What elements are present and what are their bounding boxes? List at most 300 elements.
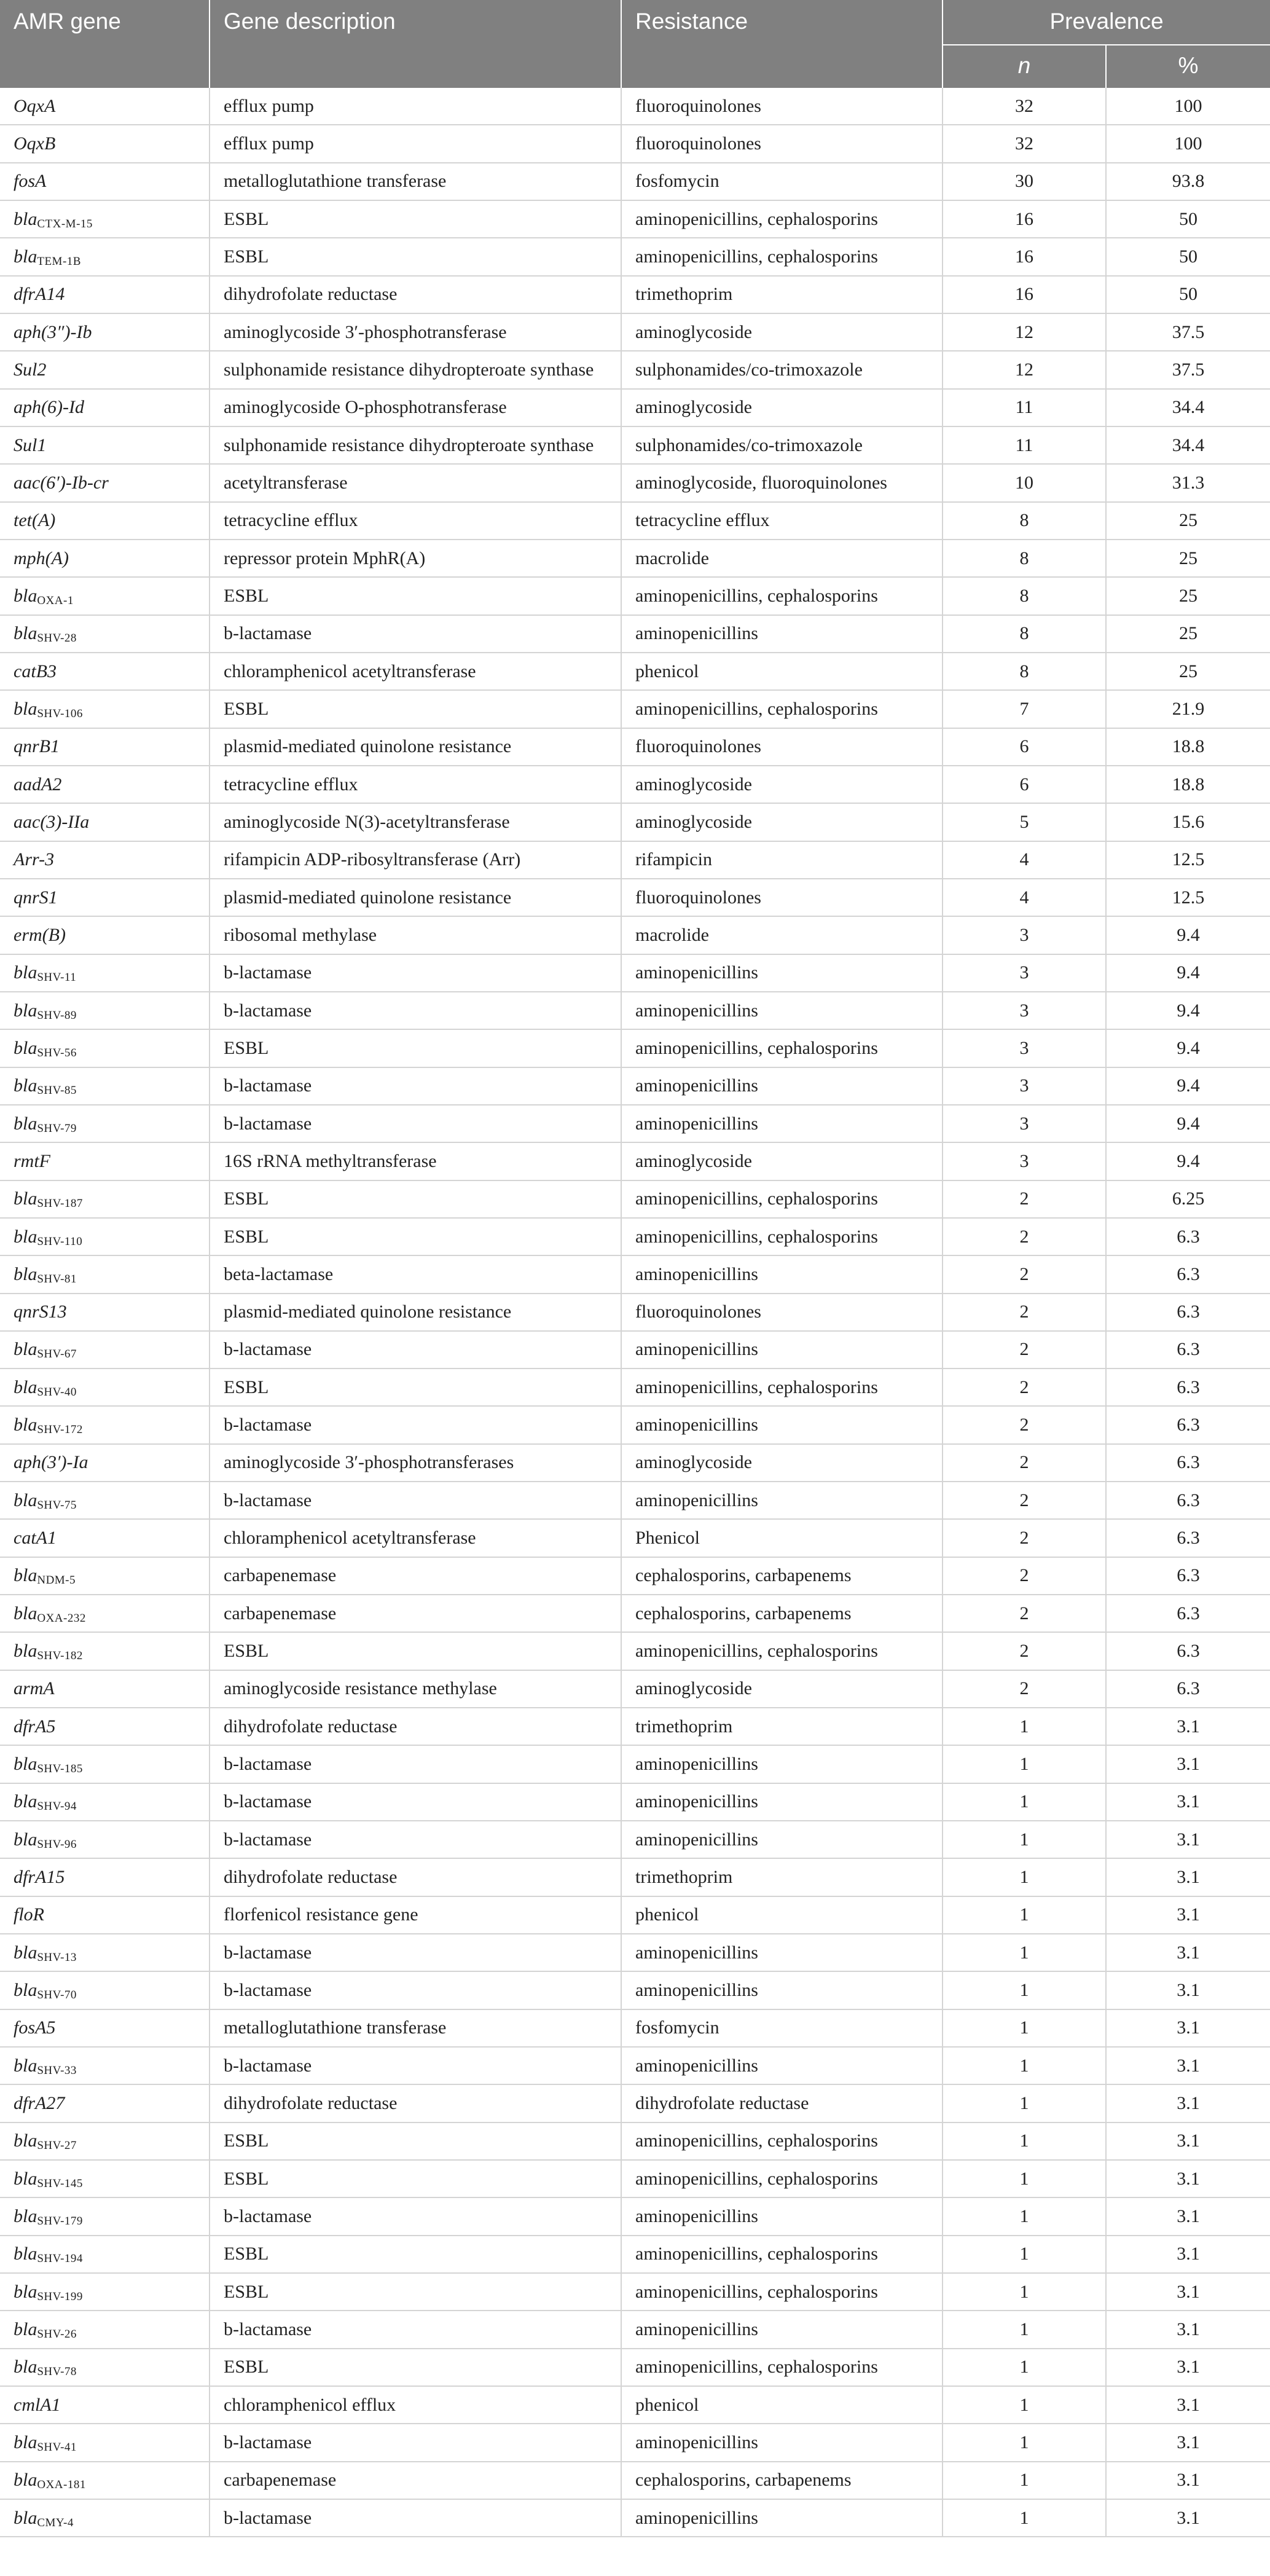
table-row bbox=[0, 1030, 1270, 1067]
resistance: aminopenicillins, cephalosporins bbox=[622, 2349, 943, 2386]
gene-name: bla bbox=[14, 2281, 37, 2302]
gene-description: plasmid-mediated quinolone resistance bbox=[210, 879, 622, 916]
count-n: 2 bbox=[943, 1332, 1107, 1368]
gene-description: ESBL bbox=[210, 2349, 622, 2386]
gene-cell bbox=[0, 1784, 210, 1820]
gene-variant: SHV-106 bbox=[37, 707, 83, 720]
gene-cell bbox=[0, 1068, 210, 1104]
gene-description: dihydrofolate reductase bbox=[210, 1859, 622, 1895]
gene-description: rifampicin ADP-ribosyltransferase (Arr) bbox=[210, 842, 622, 878]
resistance: aminopenicillins bbox=[622, 1256, 943, 1292]
gene-name: bla bbox=[14, 1263, 37, 1284]
resistance: cephalosporins, carbapenems bbox=[622, 2462, 943, 2499]
gene-cell bbox=[0, 1859, 210, 1895]
gene-cell bbox=[0, 1633, 210, 1669]
gene-name: erm(B) bbox=[14, 924, 66, 945]
count-n: 3 bbox=[943, 1030, 1107, 1066]
percent: 6.3 bbox=[1177, 1339, 1200, 1360]
table-row bbox=[0, 201, 1270, 238]
gene-variant: SHV-78 bbox=[37, 2365, 77, 2379]
gene-cell bbox=[0, 1821, 210, 1858]
percent: 3.1 bbox=[1177, 2319, 1200, 2340]
gene-cell bbox=[0, 1934, 210, 1971]
resistance: aminopenicillins bbox=[622, 992, 943, 1029]
table-row bbox=[0, 2311, 1270, 2349]
gene-name: mph(A) bbox=[14, 548, 69, 568]
gene-variant: SHV-40 bbox=[37, 1385, 77, 1399]
table-row bbox=[0, 2424, 1270, 2462]
percent: 3.1 bbox=[1177, 2206, 1200, 2227]
gene-description: tetracycline efflux bbox=[210, 503, 622, 539]
percent: 18.8 bbox=[1172, 736, 1205, 757]
gene-name: bla bbox=[14, 1113, 37, 1134]
gene-name: bla bbox=[14, 585, 37, 606]
gene-description: ESBL bbox=[210, 1030, 622, 1066]
count-n: 12 bbox=[943, 351, 1107, 388]
gene-name: floR bbox=[14, 1904, 44, 1925]
gene-name: bla bbox=[14, 2470, 37, 2491]
table-row bbox=[0, 766, 1270, 804]
table-row bbox=[0, 163, 1270, 201]
percent: 12.5 bbox=[1172, 849, 1205, 870]
resistance: aminopenicillins bbox=[622, 2311, 943, 2347]
gene-variant: SHV-199 bbox=[37, 2290, 83, 2303]
count-n: 10 bbox=[943, 465, 1107, 501]
gene-description: aminoglycoside 3′-phosphotransferase bbox=[210, 314, 622, 350]
gene-cell bbox=[0, 1972, 210, 2008]
gene-variant: CTX-M-15 bbox=[37, 217, 93, 230]
count-n: 3 bbox=[943, 1143, 1107, 1179]
gene-cell bbox=[0, 1369, 210, 1405]
gene-name: qnrB1 bbox=[14, 736, 60, 757]
gene-cell bbox=[0, 314, 210, 350]
percent: 6.3 bbox=[1177, 1603, 1200, 1624]
percent: 6.3 bbox=[1177, 1565, 1200, 1586]
count-n: 1 bbox=[943, 2387, 1107, 2423]
gene-name: bla bbox=[14, 1603, 37, 1624]
gene-variant: SHV-11 bbox=[37, 971, 77, 984]
percent: 9.4 bbox=[1177, 962, 1200, 983]
count-n: 1 bbox=[943, 1708, 1107, 1745]
gene-name: OqxB bbox=[14, 133, 56, 154]
gene-variant: SHV-28 bbox=[37, 632, 77, 645]
resistance: aminopenicillins bbox=[622, 1407, 943, 1443]
table-row bbox=[0, 1784, 1270, 1821]
gene-variant: NDM-5 bbox=[37, 1574, 76, 1587]
percent: 6.3 bbox=[1177, 1528, 1200, 1549]
gene-name: armA bbox=[14, 1678, 55, 1699]
count-n: 1 bbox=[943, 2311, 1107, 2347]
gene-cell bbox=[0, 766, 210, 803]
gene-description: b-lactamase bbox=[210, 955, 622, 991]
gene-description: b-lactamase bbox=[210, 2500, 622, 2536]
table-row bbox=[0, 1708, 1270, 1746]
gene-name: bla bbox=[14, 208, 37, 229]
count-n: 2 bbox=[943, 1671, 1107, 1707]
resistance: aminopenicillins bbox=[622, 2500, 943, 2536]
count-n: 3 bbox=[943, 1068, 1107, 1104]
gene-cell bbox=[0, 1520, 210, 1556]
percent: 3.1 bbox=[1177, 2244, 1200, 2264]
gene-variant: SHV-33 bbox=[37, 2064, 77, 2077]
gene-variant: SHV-56 bbox=[37, 1046, 77, 1059]
gene-variant: SHV-94 bbox=[37, 1800, 77, 1813]
count-n: 4 bbox=[943, 842, 1107, 878]
gene-variant: SHV-96 bbox=[37, 1837, 77, 1851]
gene-variant: SHV-41 bbox=[37, 2441, 77, 2454]
percent: 15.6 bbox=[1172, 811, 1205, 832]
count-n: 1 bbox=[943, 1972, 1107, 2008]
gene-cell bbox=[0, 2048, 210, 2084]
percent: 37.5 bbox=[1172, 321, 1205, 342]
table-row bbox=[0, 2236, 1270, 2274]
resistance: aminopenicillins, cephalosporins bbox=[622, 238, 943, 275]
resistance: Phenicol bbox=[622, 1520, 943, 1556]
resistance: cephalosporins, carbapenems bbox=[622, 1595, 943, 1632]
percent: 3.1 bbox=[1177, 2093, 1200, 2114]
count-n: 2 bbox=[943, 1595, 1107, 1632]
table-row bbox=[0, 238, 1270, 276]
percent: 3.1 bbox=[1177, 2055, 1200, 2076]
table-row bbox=[0, 1294, 1270, 1332]
gene-cell bbox=[0, 2274, 210, 2310]
gene-cell bbox=[0, 2236, 210, 2272]
percent: 9.4 bbox=[1177, 1037, 1200, 1058]
count-n: 2 bbox=[943, 1294, 1107, 1330]
percent: 3.1 bbox=[1177, 1942, 1200, 1963]
gene-cell bbox=[0, 1558, 210, 1594]
gene-cell bbox=[0, 390, 210, 426]
resistance: aminopenicillins bbox=[622, 1068, 943, 1104]
table-row bbox=[0, 2123, 1270, 2161]
resistance: aminopenicillins bbox=[622, 1821, 943, 1858]
table-row bbox=[0, 314, 1270, 351]
table-row bbox=[0, 917, 1270, 954]
percent: 3.1 bbox=[1177, 2017, 1200, 2038]
gene-variant: SHV-110 bbox=[37, 1235, 83, 1248]
gene-name: aph(3″)-Ib bbox=[14, 321, 92, 342]
resistance: aminopenicillins, cephalosporins bbox=[622, 2123, 943, 2159]
gene-description: b-lactamase bbox=[210, 1105, 622, 1142]
count-n: 2 bbox=[943, 1445, 1107, 1481]
gene-cell bbox=[0, 842, 210, 878]
gene-name: bla bbox=[14, 1415, 37, 1435]
resistance: trimethoprim bbox=[622, 277, 943, 313]
gene-name: tet(A) bbox=[14, 510, 56, 531]
percent: 25 bbox=[1179, 661, 1197, 681]
table-row bbox=[0, 1934, 1270, 1972]
count-n: 2 bbox=[943, 1369, 1107, 1405]
gene-variant: OXA-232 bbox=[37, 1611, 86, 1625]
table-body bbox=[0, 88, 1270, 2537]
table-row bbox=[0, 2010, 1270, 2048]
resistance: tetracycline efflux bbox=[622, 503, 943, 539]
count-n: 1 bbox=[943, 2236, 1107, 2272]
count-n: 1 bbox=[943, 1859, 1107, 1895]
gene-name: bla bbox=[14, 2244, 37, 2264]
gene-description: plasmid-mediated quinolone resistance bbox=[210, 729, 622, 765]
percent: 3.1 bbox=[1177, 2507, 1200, 2528]
table-row bbox=[0, 125, 1270, 163]
percent: 6.3 bbox=[1177, 1226, 1200, 1247]
header-n: n bbox=[943, 44, 1107, 88]
table-row bbox=[0, 88, 1270, 125]
gene-description: ESBL bbox=[210, 201, 622, 237]
gene-description: b-lactamase bbox=[210, 1068, 622, 1104]
resistance: aminopenicillins, cephalosporins bbox=[622, 1030, 943, 1066]
percent: 3.1 bbox=[1177, 2432, 1200, 2452]
gene-cell bbox=[0, 691, 210, 727]
resistance: aminopenicillins, cephalosporins bbox=[622, 2161, 943, 2197]
table-row bbox=[0, 2274, 1270, 2311]
percent: 3.1 bbox=[1177, 2168, 1200, 2189]
gene-name: bla bbox=[14, 1226, 37, 1247]
percent: 3.1 bbox=[1177, 1716, 1200, 1737]
gene-cell bbox=[0, 2085, 210, 2121]
count-n: 1 bbox=[943, 2500, 1107, 2536]
gene-name: Sul2 bbox=[14, 359, 47, 380]
gene-description: aminoglycoside N(3)-acetyltransferase bbox=[210, 804, 622, 840]
percent: 3.1 bbox=[1177, 1980, 1200, 2001]
count-n: 8 bbox=[943, 540, 1107, 576]
table-row bbox=[0, 1671, 1270, 1708]
gene-cell bbox=[0, 1294, 210, 1330]
resistance: aminopenicillins bbox=[622, 2198, 943, 2234]
gene-name: bla bbox=[14, 2130, 37, 2151]
resistance: rifampicin bbox=[622, 842, 943, 878]
count-n: 6 bbox=[943, 766, 1107, 803]
header-gene-description: Gene description bbox=[224, 9, 396, 34]
gene-cell bbox=[0, 1445, 210, 1481]
resistance: aminopenicillins bbox=[622, 2048, 943, 2084]
gene-name: catB3 bbox=[14, 661, 57, 681]
gene-name: bla bbox=[14, 1565, 37, 1586]
table-row bbox=[0, 1633, 1270, 1670]
table-header bbox=[0, 0, 1270, 88]
percent: 93.8 bbox=[1172, 171, 1205, 192]
count-n: 7 bbox=[943, 691, 1107, 727]
gene-cell bbox=[0, 955, 210, 991]
count-n: 11 bbox=[943, 427, 1107, 463]
gene-name: bla bbox=[14, 1075, 37, 1096]
count-n: 16 bbox=[943, 201, 1107, 237]
header-cell-resistance bbox=[622, 0, 943, 88]
gene-variant: SHV-89 bbox=[37, 1008, 77, 1022]
percent: 9.4 bbox=[1177, 1113, 1200, 1134]
percent: 3.1 bbox=[1177, 2394, 1200, 2415]
percent: 6.3 bbox=[1177, 1263, 1200, 1284]
gene-description: b-lactamase bbox=[210, 992, 622, 1029]
gene-variant: SHV-70 bbox=[37, 1989, 77, 2002]
gene-cell bbox=[0, 277, 210, 313]
gene-name: Sul1 bbox=[14, 434, 47, 455]
resistance: aminopenicillins bbox=[622, 1972, 943, 2008]
gene-variant: SHV-81 bbox=[37, 1272, 77, 1286]
table-row bbox=[0, 804, 1270, 841]
table-row bbox=[0, 1897, 1270, 1934]
gene-name: Arr-3 bbox=[14, 849, 55, 870]
gene-cell bbox=[0, 653, 210, 689]
gene-cell bbox=[0, 917, 210, 953]
percent: 3.1 bbox=[1177, 2357, 1200, 2378]
percent: 9.4 bbox=[1177, 924, 1200, 945]
gene-name: dfrA5 bbox=[14, 1716, 56, 1737]
gene-description: b-lactamase bbox=[210, 1972, 622, 2008]
gene-variant: TEM-1B bbox=[37, 254, 81, 268]
gene-cell bbox=[0, 1105, 210, 1142]
gene-variant: SHV-179 bbox=[37, 2215, 83, 2228]
gene-cell bbox=[0, 201, 210, 237]
table-row bbox=[0, 390, 1270, 427]
gene-variant: SHV-85 bbox=[37, 1084, 77, 1098]
count-n: 2 bbox=[943, 1407, 1107, 1443]
table-row bbox=[0, 992, 1270, 1030]
table-row bbox=[0, 1482, 1270, 1520]
gene-name: bla bbox=[14, 2432, 37, 2452]
percent: 3.1 bbox=[1177, 1754, 1200, 1775]
percent: 9.4 bbox=[1177, 1075, 1200, 1096]
percent: 50 bbox=[1179, 208, 1197, 229]
gene-name: cmlA1 bbox=[14, 2394, 61, 2415]
count-n: 4 bbox=[943, 879, 1107, 916]
table-row bbox=[0, 955, 1270, 992]
gene-description: ESBL bbox=[210, 2274, 622, 2310]
gene-description: ESBL bbox=[210, 2236, 622, 2272]
percent: 25 bbox=[1179, 510, 1197, 531]
count-n: 8 bbox=[943, 503, 1107, 539]
gene-cell bbox=[0, 1708, 210, 1745]
gene-description: florfenicol resistance gene bbox=[210, 1897, 622, 1933]
count-n: 8 bbox=[943, 616, 1107, 652]
count-n: 1 bbox=[943, 2048, 1107, 2084]
gene-variant: SHV-13 bbox=[37, 1950, 77, 1964]
table-row bbox=[0, 578, 1270, 615]
gene-name: OqxA bbox=[14, 95, 56, 116]
resistance: trimethoprim bbox=[622, 1859, 943, 1895]
gene-cell bbox=[0, 2311, 210, 2347]
resistance: aminoglycoside, fluoroquinolones bbox=[622, 465, 943, 501]
percent: 3.1 bbox=[1177, 2130, 1200, 2151]
resistance: aminoglycoside bbox=[622, 766, 943, 803]
header-cell-gene bbox=[0, 0, 210, 88]
gene-variant: SHV-27 bbox=[37, 2139, 77, 2153]
resistance: aminopenicillins, cephalosporins bbox=[622, 201, 943, 237]
table-row bbox=[0, 1068, 1270, 1105]
percent: 18.8 bbox=[1172, 774, 1205, 795]
count-n: 1 bbox=[943, 2085, 1107, 2121]
percent: 6.25 bbox=[1172, 1188, 1205, 1209]
gene-name: bla bbox=[14, 1754, 37, 1775]
count-n: 2 bbox=[943, 1256, 1107, 1292]
gene-description: dihydrofolate reductase bbox=[210, 1708, 622, 1745]
gene-description: ESBL bbox=[210, 1181, 622, 1217]
gene-name: bla bbox=[14, 1376, 37, 1397]
table-row bbox=[0, 1972, 1270, 2009]
table-row bbox=[0, 427, 1270, 465]
gene-cell bbox=[0, 465, 210, 501]
count-n: 3 bbox=[943, 1105, 1107, 1142]
gene-cell bbox=[0, 729, 210, 765]
gene-name: dfrA27 bbox=[14, 2093, 65, 2114]
resistance: aminopenicillins bbox=[622, 1332, 943, 1368]
gene-description: sulphonamide resistance dihydropteroate synthase bbox=[210, 351, 622, 388]
gene-variant: OXA-1 bbox=[37, 594, 74, 607]
count-n: 3 bbox=[943, 992, 1107, 1029]
gene-description: repressor protein MphR(A) bbox=[210, 540, 622, 576]
resistance: aminoglycoside bbox=[622, 390, 943, 426]
resistance: fluoroquinolones bbox=[622, 125, 943, 162]
percent: 25 bbox=[1179, 548, 1197, 568]
count-n: 2 bbox=[943, 1482, 1107, 1518]
gene-name: qnrS1 bbox=[14, 887, 58, 908]
gene-description: ESBL bbox=[210, 691, 622, 727]
resistance: phenicol bbox=[622, 2387, 943, 2423]
percent: 3.1 bbox=[1177, 2281, 1200, 2302]
table-row bbox=[0, 540, 1270, 578]
gene-cell bbox=[0, 578, 210, 614]
gene-description: ESBL bbox=[210, 1219, 622, 1255]
gene-cell bbox=[0, 540, 210, 576]
resistance: macrolide bbox=[622, 917, 943, 953]
table-row bbox=[0, 351, 1270, 389]
count-n: 1 bbox=[943, 2010, 1107, 2046]
table-row bbox=[0, 1256, 1270, 1294]
count-n: 1 bbox=[943, 2123, 1107, 2159]
count-n: 1 bbox=[943, 2462, 1107, 2499]
percent: 6.3 bbox=[1177, 1376, 1200, 1397]
table-row bbox=[0, 1332, 1270, 1369]
count-n: 8 bbox=[943, 578, 1107, 614]
gene-name: bla bbox=[14, 1339, 37, 1360]
gene-cell bbox=[0, 2387, 210, 2423]
gene-variant: SHV-67 bbox=[37, 1348, 77, 1361]
gene-cell bbox=[0, 163, 210, 200]
resistance: fosfomycin bbox=[622, 163, 943, 200]
resistance: phenicol bbox=[622, 1897, 943, 1933]
gene-cell bbox=[0, 1143, 210, 1179]
table-row bbox=[0, 1369, 1270, 1407]
table-row bbox=[0, 2048, 1270, 2085]
gene-name: bla bbox=[14, 1188, 37, 1209]
table-row bbox=[0, 1520, 1270, 1557]
resistance: fluoroquinolones bbox=[622, 1294, 943, 1330]
gene-cell bbox=[0, 1219, 210, 1255]
gene-description: chloramphenicol acetyltransferase bbox=[210, 1520, 622, 1556]
count-n: 16 bbox=[943, 238, 1107, 275]
resistance: fosfomycin bbox=[622, 2010, 943, 2046]
gene-name: bla bbox=[14, 2055, 37, 2076]
gene-cell bbox=[0, 1671, 210, 1707]
resistance: fluoroquinolones bbox=[622, 88, 943, 124]
gene-variant: SHV-79 bbox=[37, 1121, 77, 1135]
gene-description: ESBL bbox=[210, 2161, 622, 2197]
gene-description: carbapenemase bbox=[210, 2462, 622, 2499]
count-n: 1 bbox=[943, 2274, 1107, 2310]
table-row bbox=[0, 1821, 1270, 1859]
gene-name: bla bbox=[14, 2168, 37, 2189]
gene-name: bla bbox=[14, 1490, 37, 1510]
gene-variant: SHV-185 bbox=[37, 1762, 83, 1776]
percent: 3.1 bbox=[1177, 2470, 1200, 2491]
percent: 100 bbox=[1174, 133, 1202, 154]
gene-name: bla bbox=[14, 246, 37, 267]
gene-name: bla bbox=[14, 1942, 37, 1963]
gene-variant: OXA-181 bbox=[37, 2478, 86, 2492]
count-n: 2 bbox=[943, 1558, 1107, 1594]
gene-description: metalloglutathione transferase bbox=[210, 2010, 622, 2046]
resistance: aminopenicillins, cephalosporins bbox=[622, 2274, 943, 2310]
gene-description: dihydrofolate reductase bbox=[210, 2085, 622, 2121]
